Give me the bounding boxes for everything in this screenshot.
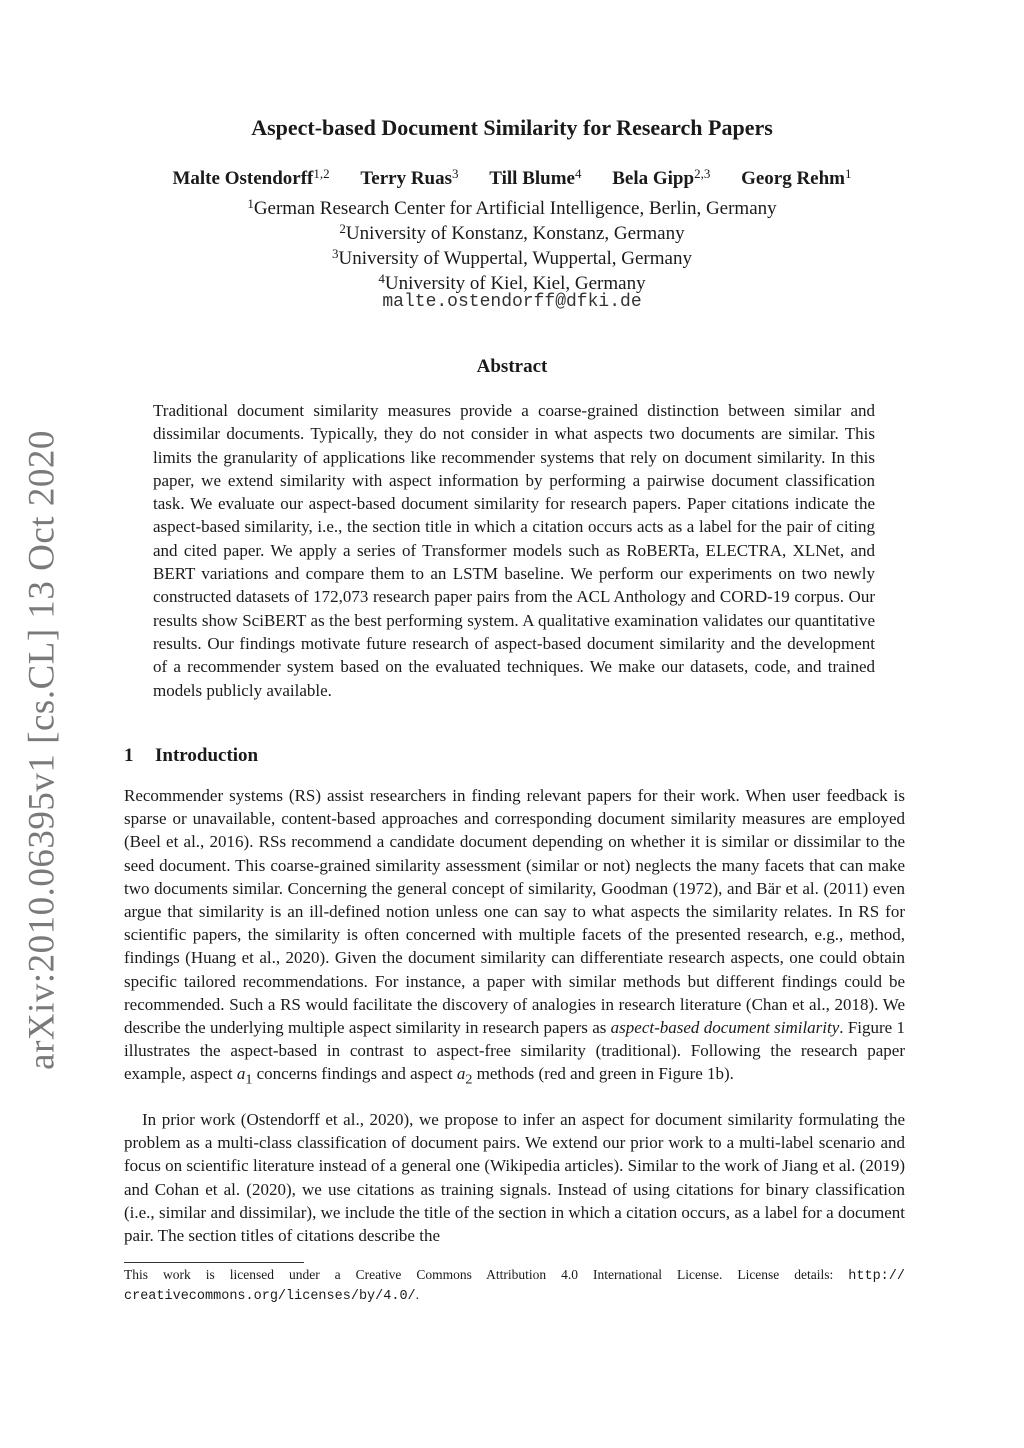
affiliation: $^1$German Research Center for Artificial Intelligence, Berlin, Germany (247, 196, 777, 219)
author: Terry Ruas$^3$ (360, 166, 459, 189)
author: Malte Ostendorff$^{1,2}$ (172, 166, 330, 189)
license-link[interactable]: http:// (848, 1269, 905, 1284)
arxiv-stamp: arXiv:2010.06395v1 [cs.CL] 13 Oct 2020 (21, 430, 63, 1070)
abstract-heading: Abstract (476, 356, 548, 377)
affiliation: $^4$University of Kiel, Kiel, Germany (378, 271, 646, 294)
author: Bela Gipp$^{2,3}$ (612, 166, 711, 189)
section-title: Introduction (155, 745, 259, 766)
author: Till Blume$^4$ (489, 166, 582, 189)
affiliation: $^2$University of Konstanz, Konstanz, Germany (339, 221, 685, 244)
section-number: 1 (124, 745, 134, 766)
license-link[interactable]: creativecommons.org/licenses/by/4.0/ (124, 1289, 416, 1304)
footnote-rule (124, 1262, 304, 1263)
contact-email: malte.ostendorff@dfki.de (382, 292, 642, 312)
body-paragraph: Recommender systems (RS) assist researchers in finding relevant papers for their work. When user feedback is sparse or unavailable, content-based approaches and corresponding document similarity measures are employed (Beel et al., 2016). RSs recommend a candidate document depending on whether it is similar or dissimilar to the seed document. This coarse-grained similarity assessment (similar or not) neglects the many facets that can make two documents similar. Concerning the general concept of similarity, Goodman (1972), and Bär et al. (2011) even argue that similarity is an ill-defined notion unless one can say to what aspects the similarity relates. In RS for scientific papers, the similarity is often concerned with multiple facets of the presented research, e.g., method, findings (Huang et al., 2020). Given the document similarity can differentiate research aspects, one could obtain specific tailored recommendations. For instance, a paper with similar methods but different findings could be recommended. Such a RS would facilitate the discovery of analogies in research literature (Chan et al., 2018). We describe the underlying multiple aspect similarity in research papers as aspect-based document similarity. Figure 1 illustrates the aspect-based in contrast to aspect-free similarity (traditional). Following the research paper example, aspect $a_1$ concerns findings and aspect $a_2$ methods (red and green in Figure 1b). (124, 786, 906, 1088)
author: Georg Rehm$^1$ (741, 166, 852, 189)
author-list (0, 166, 1024, 190)
affiliation: $^3$University of Wuppertal, Wuppertal, Germany (332, 246, 692, 269)
body-paragraph: In prior work (Ostendorff et al., 2020), we propose to infer an aspect for document similarity formulating the problem as a multi-class classification of document pairs. We extend our prior work to a multi-label scenario and focus on scientific literature instead of a general one (Wikipedia articles). Similar to the work of Jiang et al. (2019) and Cohan et al. (2020), we use citations as training signals. Instead of using citations for binary classification (i.e., similar and dissimilar), we include the title of the section in which a citation occurs, as a label for a document pair. The section titles of citations describe the (124, 1110, 905, 1246)
section-heading (124, 745, 258, 767)
footnote: This work is licensed under a Creative Commons Attribution 4.0 International License. License details: http:// creativecommons.org/licenses/by/4.0/. (124, 1267, 905, 1304)
emphasized-term: aspect-based document similarity (610, 1018, 840, 1038)
abstract-text: Traditional document similarity measures provide a coarse-grained distinction between similar and dissimilar documents. Typically, they do not consider in what aspects two documents are similar. This limits the granularity of applications like recommender systems that rely on document similarity. In this paper, we extend similarity with aspect information by performing a pairwise document classification task. We evaluate our aspect-based document similarity for research papers. Paper citations indicate the aspect-based similarity, i.e., the section title in which a citation occurs acts as a label for the pair of citing and cited paper. We apply a series of Transformer models such as RoBERTa, ELECTRA, XLNet, and BERT variations and compare them to an LSTM baseline. We perform our experiments on two newly constructed datasets of 172,073 research paper pairs from the ACL Anthology and CORD-19 corpus. Our results show SciBERT as the best performing system. A qualitative examination validates our quantitative results. Our findings motivate future research of aspect-based document similarity and the development of a recommender system based on the evaluated techniques. We make our datasets, code, and trained models publicly available. (153, 401, 875, 700)
paper-title: Aspect-based Document Similarity for Research Papers (251, 115, 773, 140)
